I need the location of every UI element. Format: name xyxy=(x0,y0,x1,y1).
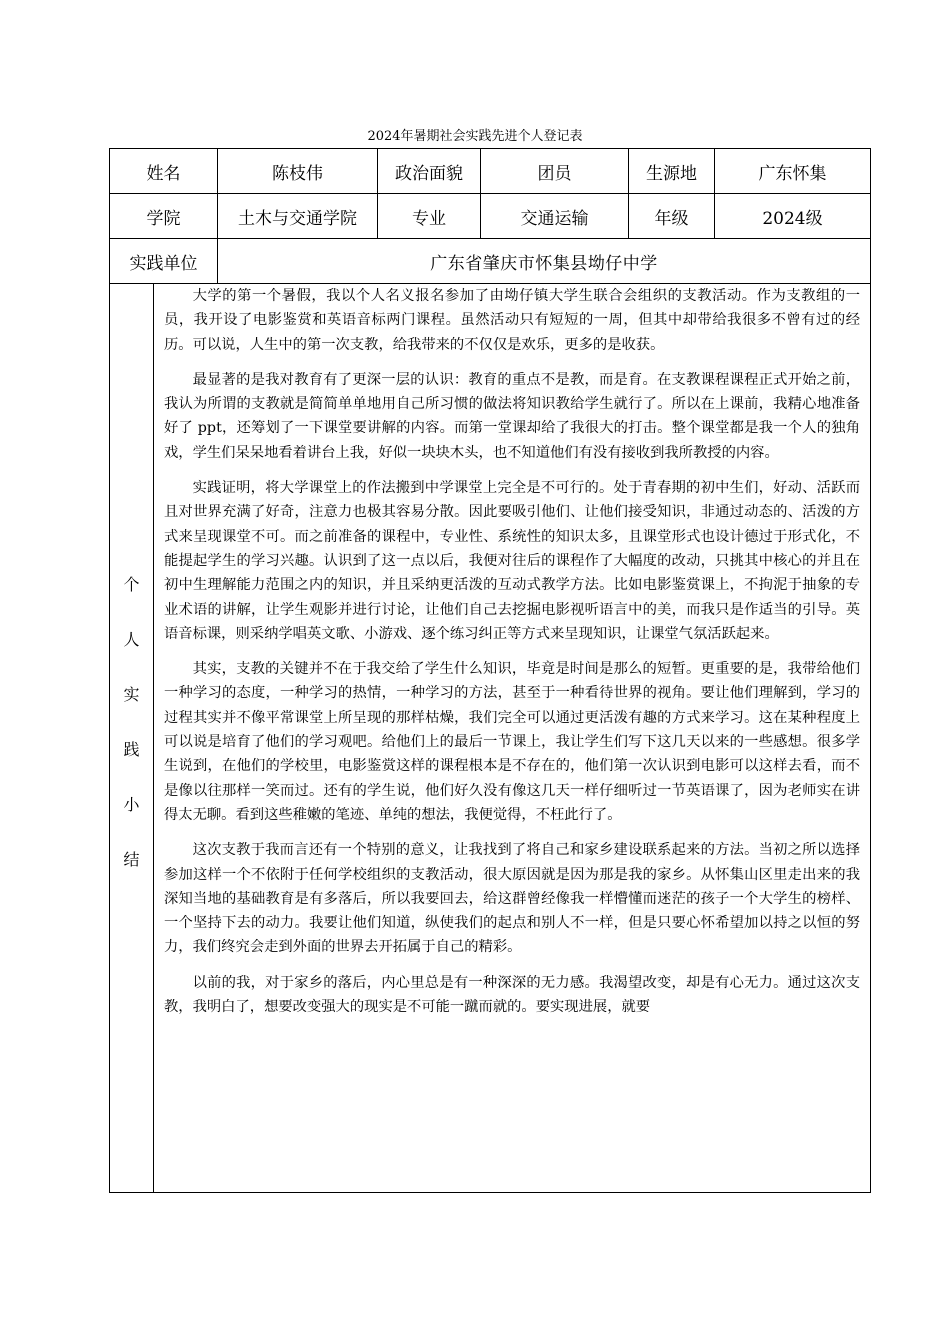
college-label: 学院 xyxy=(110,194,218,239)
political-status-label: 政治面貌 xyxy=(378,149,481,194)
form-row-summary xyxy=(110,284,871,1193)
summary-paragraph: 以前的我，对于家乡的落后，内心里总是有一种深深的无力感。我渴望改变，却是有心无力。通过这次支教，我明白了，想要改变强大的现实是不可能一蹴而就的。要实现进展，就要 xyxy=(164,974,860,1016)
summary-paragraph: 这次支教于我而言还有一个特别的意义，让我找到了将自己和家乡建设联系起来的方法。当初之所以选择参加这样一个不依附于任何学校组织的支教活动，很大原因就是因为那是我的家乡。从怀集山区里走出来的我深知当地的基础教育是有多落后，所以我要回去，给这群曾经像我一样懵懂而迷茫的孩子一个大学生的榜样、一个坚持下去的动力。我要让他们知道，纵使我们的起点和别人不一样，但是只要心怀希望加以持之以恒的努力，我们终究会走到外面的世界去开拓属于自己的精彩。 xyxy=(164,842,860,956)
side-label-char: 小 xyxy=(123,795,140,814)
form-row-basic-info xyxy=(110,149,871,194)
side-label-char: 实 xyxy=(123,685,140,704)
side-label-char: 践 xyxy=(123,740,140,759)
form-row-practice-unit xyxy=(110,239,871,284)
grade-label: 年级 xyxy=(629,194,715,239)
summary-paragraph: 其实，支教的关键并不在于我交给了学生什么知识，毕竟是时间是那么的短暂。更重要的是，我带给他们一种学习的态度，一种学习的热情，一种学习的方法，甚至于一种看待世界的视角。要让他们理解到，学习的过程其实并不像平常课堂上所呈现的那样枯燥，我们完全可以通过更活泼有趣的方式来学习。这在某种程度上可以说是培育了他们的学习观吧。给他们上的最后一节课上，我让学生们写下这几天以来的一些感想。很多学生说到，在他们的学校里，电影鉴赏这样的课程根本是不存在的，他们第一次认识到电影可以这样去看，而不是像以往那样一笑而过。还有的学生说，他们好久没有像这几天一样仔细听过一节英语课了，因为老师实在讲得太无聊。看到这些稚嫩的笔迹、单纯的想法，我便觉得，不枉此行了。 xyxy=(164,661,860,823)
summary-paragraph: 实践证明，将大学课堂上的作法搬到中学课堂上完全是不可行的。处于青春期的初中生们，好动、活跃而且对世界充满了好奇，注意力也极其容易分散。因此要吸引他们、让他们接受知识，非通过动态的、活泼的方式来呈现课堂不可。而之前准备的课程中，专业性、系统性的知识太多，且课堂形式也设计德过于形式化，不能提起学生的学习兴趣。认识到了这一点以后，我便对往后的课程作了大幅度的改动，只挑其中核心的并且在初中生理解能力范围之内的知识，并且采纳更活泼的互动式教学方法。比如电影鉴赏课上，不拘泥于抽象的专业术语的讲解，让学生观影并进行讨论，让他们自己去挖掘电影视听语言中的美，而我只是作适当的引导。英语音标课，则采纳学唱英文歌、小游戏、逐个练习纠正等方式来呈现知识，让课堂气氛活跃起来。 xyxy=(164,480,860,642)
side-label-char: 结 xyxy=(123,850,140,869)
name-value: 陈枝伟 xyxy=(218,149,378,194)
summary-side-label xyxy=(110,284,154,1193)
side-label-char: 人 xyxy=(123,630,140,649)
side-label-char: 个 xyxy=(123,575,140,594)
major-value: 交通运输 xyxy=(481,194,629,239)
practice-unit-label: 实践单位 xyxy=(110,239,218,284)
summary-paragraph: 最显著的是我对教育有了更深一层的认识：教育的重点不是教，而是育。在支教课程课程正式开始之前，我认为所谓的支教就是简简单单地用自己所习惯的做法将知识教给学生就行了。所以在上课前，我精心地准备好了 ppt，还筹划了一下课堂要讲解的内容。而第一堂课却给了我很大的打击。整个课堂都是我一个人的独角戏，学生们呆呆地看着讲台上我，好似一块块木头，也不知道他们有没有接收到我所教授的内容。 xyxy=(164,371,860,461)
name-label: 姓名 xyxy=(110,149,218,194)
form-row-academic-info xyxy=(110,194,871,239)
origin-value: 广东怀集 xyxy=(715,149,871,194)
college-value: 土木与交通学院 xyxy=(218,194,378,239)
practice-unit-value: 广东省肇庆市怀集县坳仔中学 xyxy=(218,239,871,284)
major-label: 专业 xyxy=(378,194,481,239)
summary-paragraph: 大学的第一个暑假，我以个人名义报名参加了由坳仔镇大学生联合会组织的支教活动。作为支教组的一员，我开设了电影鉴赏和英语音标两门课程。虽然活动只有短短的一周，但其中却带给我很多不曾有过的经历。可以说，人生中的第一次支教，给我带来的不仅仅是欢乐，更多的是收获。 xyxy=(164,288,860,353)
origin-label: 生源地 xyxy=(629,149,715,194)
political-status-value: 团员 xyxy=(481,149,629,194)
summary-body xyxy=(154,284,871,1193)
form-title: 2024年暑期社会实践先进个人登记表 xyxy=(367,129,583,144)
registration-form xyxy=(109,148,871,1193)
grade-value: 2024级 xyxy=(715,194,871,239)
